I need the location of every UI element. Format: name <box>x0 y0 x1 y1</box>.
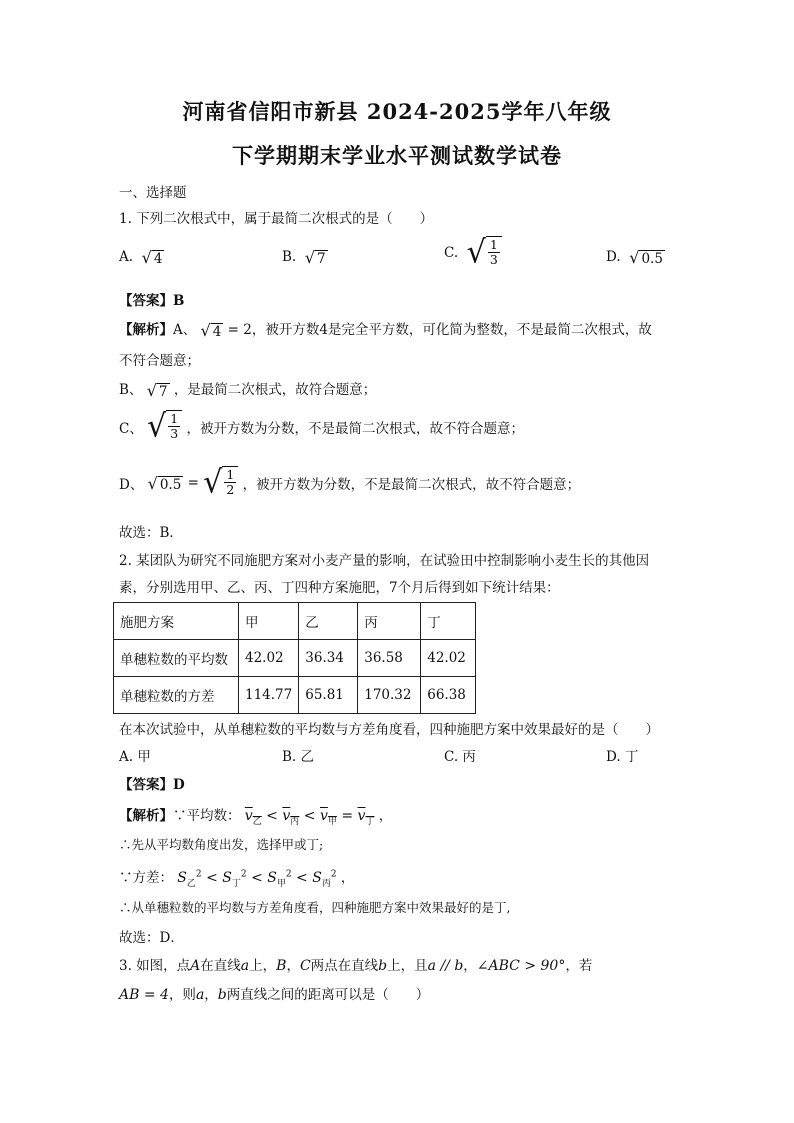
q1-stem: 1. 下列二次根式中，属于最简二次根式的是（ ） <box>119 211 434 227</box>
q1-option-d: D. √ 0.5 <box>606 248 663 267</box>
table-row <box>114 640 476 677</box>
q1-option-c: C. √ $\frac{1}{3}$ <box>444 236 502 270</box>
q2-answer: 【答案】D <box>119 777 185 793</box>
q1-analysis-b: B、 √ 7 ，是最简二次根式，故符合题意； <box>119 381 377 400</box>
q2-stem-1: 2. 某团队为研究不同施肥方案对小麦产量的影响，在试验田中控制影响小麦生长的其他因 <box>119 553 650 569</box>
table-cell: 丁 <box>421 603 476 640</box>
q2-conclusion: 故选：D． <box>119 930 184 946</box>
doc-title-line1: 河南省信阳市新县 2024-2025学年八年级 <box>182 99 612 124</box>
table-cell: 乙 <box>299 603 358 640</box>
q2-analysis-3: ∵方差： $S_乙^2 < S_丁^2 < S_甲^2 < S_丙^2$ ， <box>119 869 355 889</box>
q2-analysis-4: ∴从单穗粒数的平均数与方差角度看，四种施肥方案中效果最好的是丁, <box>119 900 511 915</box>
table-cell: 66.38 <box>421 677 476 714</box>
section-heading: 一、选择题 <box>119 185 187 201</box>
q1-analysis-a-cont: 不符合题意； <box>119 353 200 369</box>
q1-answer: 【答案】B <box>119 293 185 309</box>
q3-stem-2: AB = 4，则a，b两直线之间的距离可以是（ ） <box>119 987 430 1003</box>
q3-stem-1: 3. 如图，点A在直线a上，B，C两点在直线b上，且a // b，∠ABC > 90°，若 <box>119 958 593 974</box>
q2-stem-2: 素，分别选用甲、乙、丙、丁四种方案施肥，7个月后得到如下统计结果： <box>119 580 560 596</box>
table-cell: 36.58 <box>358 640 421 677</box>
q2-analysis-1: 【解析】∵平均数： $v_乙 < v_丙 < v_甲 = v_丁$ ， <box>119 808 393 827</box>
q2-results-table <box>113 602 476 714</box>
q1-conclusion: 故选：B． <box>119 525 183 541</box>
q2-option-b: B. 乙 <box>282 749 315 765</box>
q2-analysis-2: ∴先从平均数角度出发，选择甲或丁; <box>119 837 324 852</box>
table-cell: 单穗粒数的平均数 <box>114 640 239 677</box>
table-row <box>114 677 476 714</box>
table-header-row <box>114 603 476 640</box>
table-cell: 36.34 <box>299 640 358 677</box>
q2-option-a: A. 甲 <box>119 749 151 765</box>
q1-option-d-radicand: 0.5 <box>641 251 663 267</box>
table-cell: 施肥方案 <box>114 603 239 640</box>
q1-option-a: A. √ 4 <box>119 248 163 267</box>
doc-title-line2: 下学期期末学业水平测试数学试卷 <box>232 143 562 168</box>
q1-option-a-radicand: 4 <box>153 251 163 267</box>
q1-analysis-d: D、 √ 0.5 = √ $\frac{1}{2}$ ，被开方数为分数，不是最简二次根式，故不符合题意； <box>119 464 581 501</box>
table-cell: 65.81 <box>299 677 358 714</box>
table-cell: 42.02 <box>421 640 476 677</box>
q2-stem-3: 在本次试验中，从单穗粒数的平均数与方差角度看，四种施肥方案中效果最好的是（ ） <box>119 722 659 738</box>
table-cell: 丙 <box>358 603 421 640</box>
q1-option-b: B. √ 7 <box>282 248 326 267</box>
q1-analysis-a: 【解析】A、 √ 4 = 2，被开方数4是完全平方数，可化简为整数，不是最简二次根式，故 <box>119 321 652 340</box>
q2-option-d: D. 丁 <box>606 749 639 765</box>
table-cell: 170.32 <box>358 677 421 714</box>
table-cell: 114.77 <box>239 677 299 714</box>
q1-analysis-c: C、 √ $\frac{1}{3}$ ，被开方数为分数，不是最简二次根式，故不符合题意； <box>119 408 525 445</box>
table-cell: 42.02 <box>239 640 299 677</box>
q1-option-b-radicand: 7 <box>317 251 326 267</box>
table-cell: 甲 <box>239 603 299 640</box>
q2-option-c: C. 丙 <box>444 749 476 765</box>
table-cell: 单穗粒数的方差 <box>114 677 239 714</box>
